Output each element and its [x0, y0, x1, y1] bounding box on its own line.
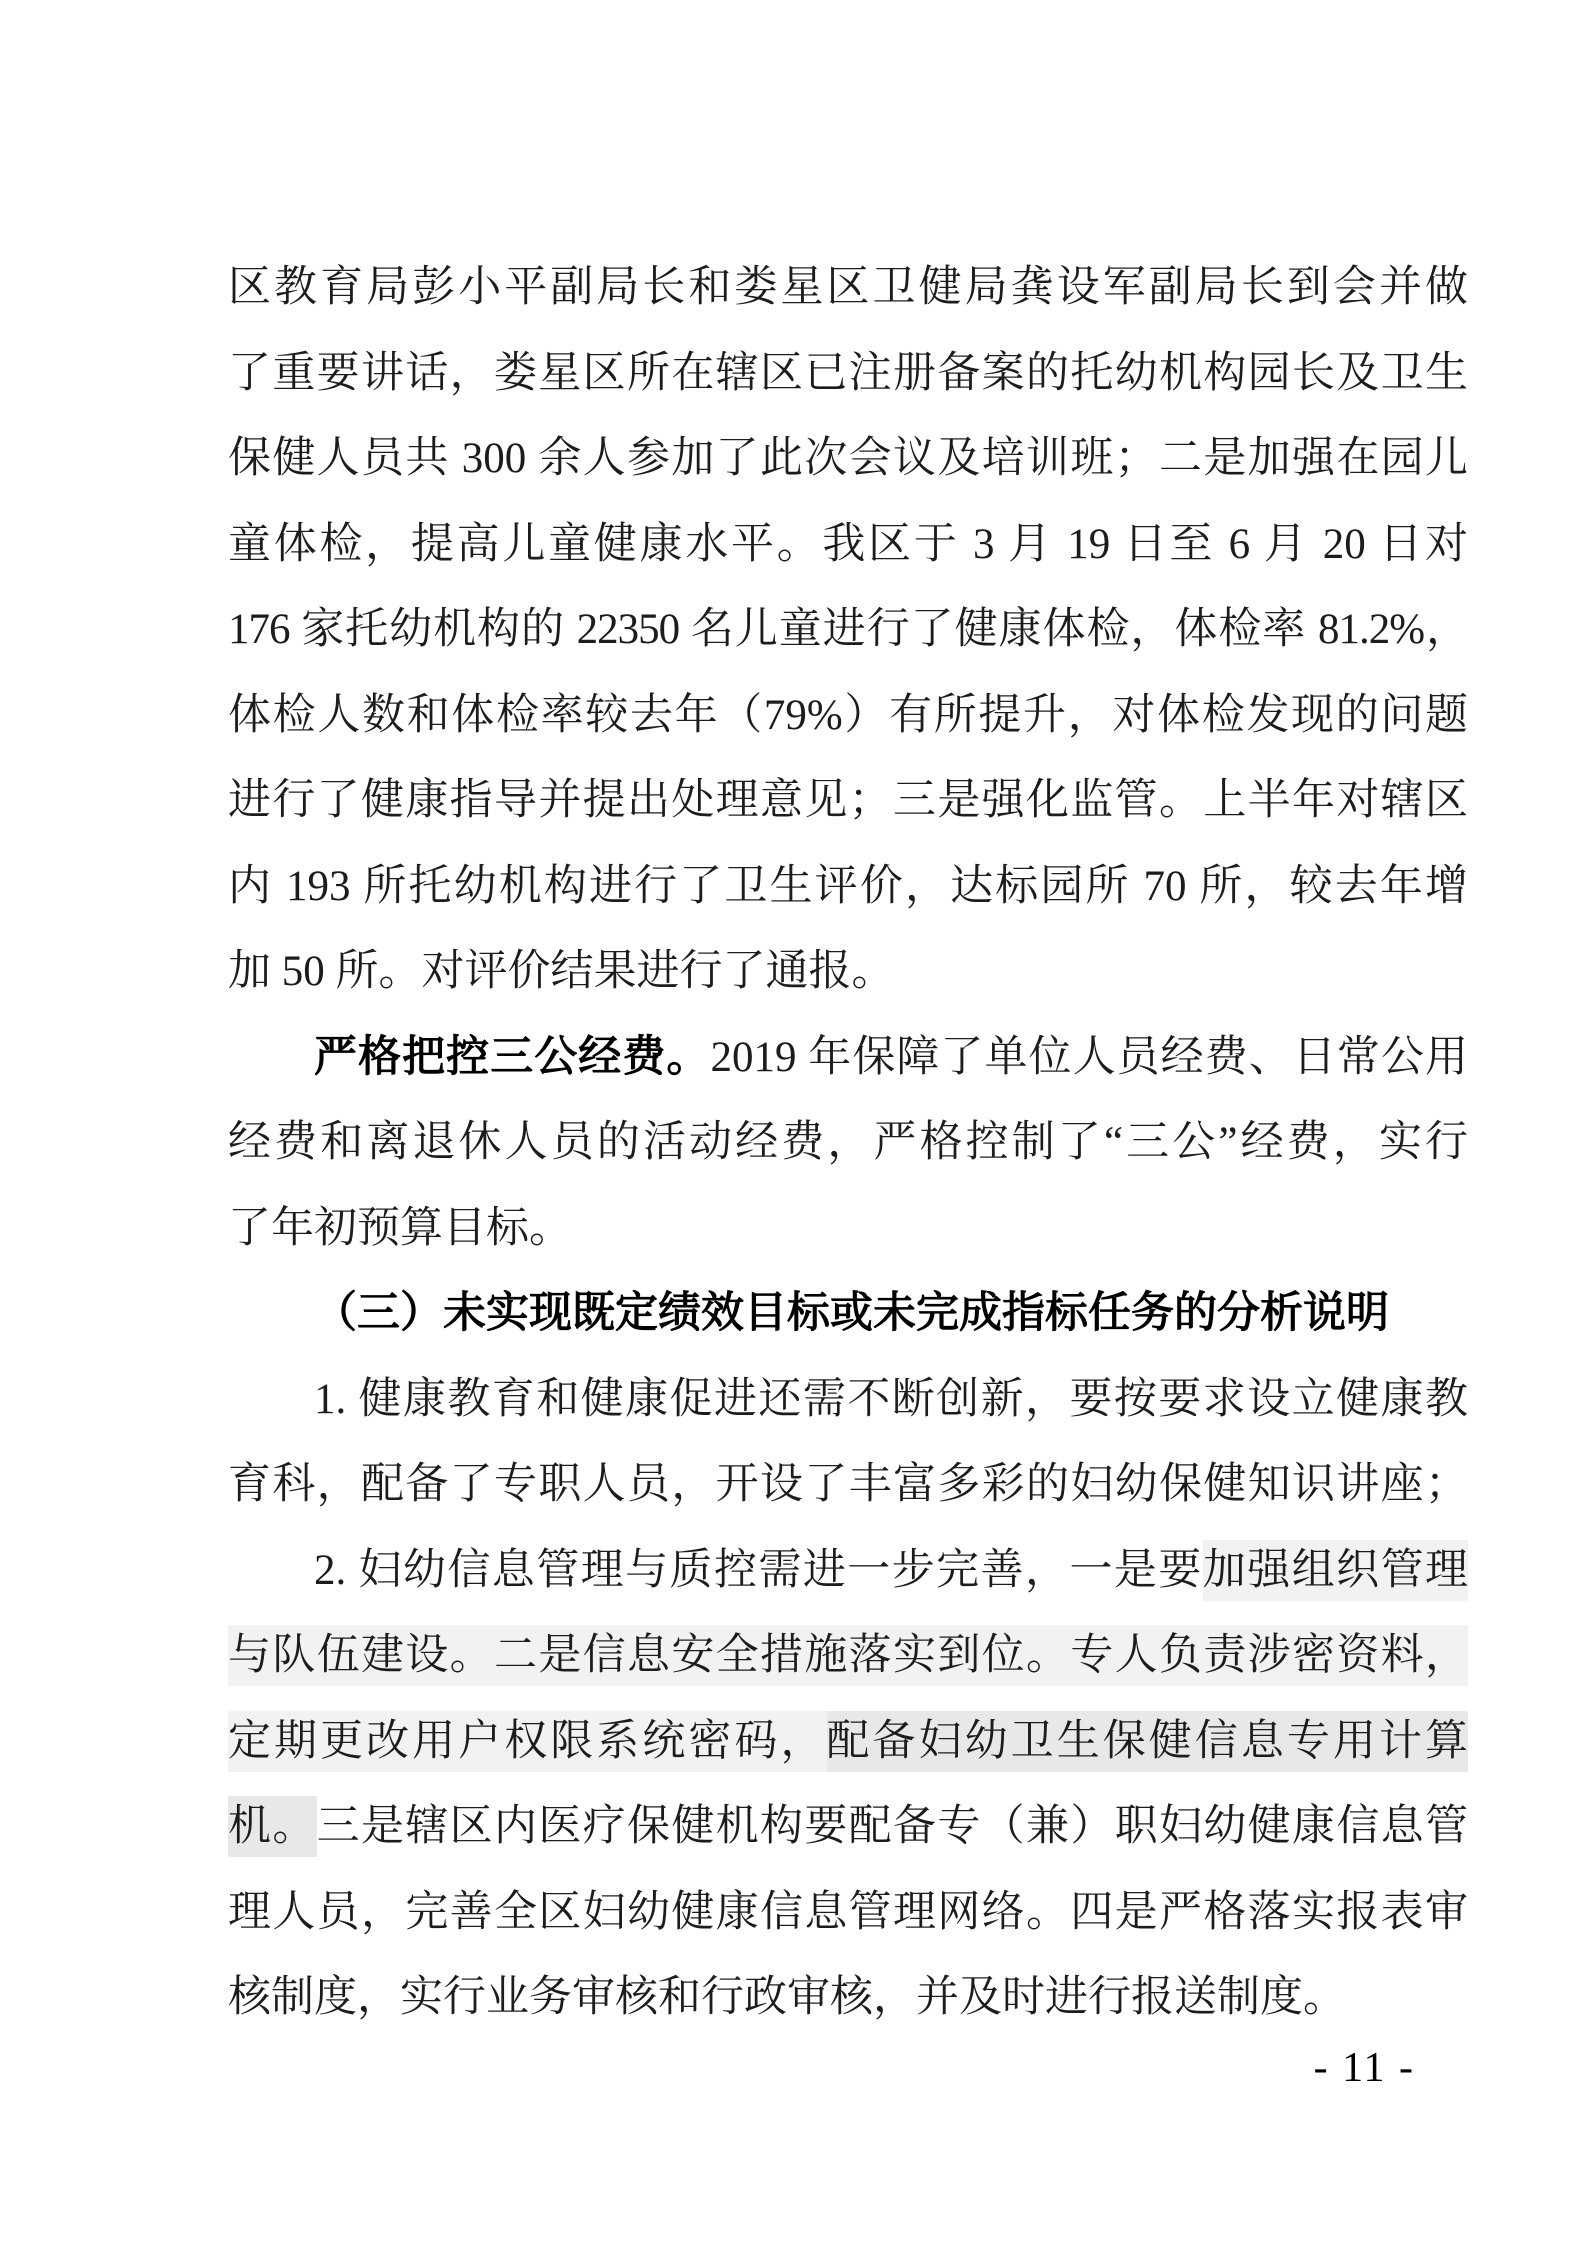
- text-line: 理人员，完善全区妇幼健康信息管理网络。四是严格落实报表审: [228, 1888, 1468, 1936]
- text-line: [228, 1784, 1468, 1870]
- highlighted-text: 加强组织管理: [1203, 1540, 1468, 1601]
- text-line: 区教育局彭小平副局长和娄星区卫健局龚设军副局长到会并做: [228, 264, 1468, 311]
- highlighted-text: 机。: [228, 1796, 317, 1857]
- text-segment: 三是辖区内医疗保健机构要配备专（兼）职妇幼健康信息管: [316, 1803, 1468, 1850]
- text-line: 育科，配备了专职人员，开设了丰富多彩的妇幼保健知识讲座；: [228, 1461, 1468, 1508]
- text-line: 童体检，提高儿童健康水平。我区于 3 月 19 日至 6 月 20 日对: [228, 520, 1468, 568]
- text-line: 保健人员共 300 余人参加了此次会议及培训班；二是加强在园儿: [228, 435, 1468, 482]
- text-segment: 2019 年保障了单位人员经费、日常公用: [710, 1033, 1468, 1081]
- text-line: 进行了健康指导并提出处理意见；三是强化监管。上半年对辖区: [228, 777, 1468, 824]
- text-line: 176 家托幼机构的 22350 名儿童进行了健康体检，体检率 81.2%，: [228, 606, 1468, 653]
- text-line: [228, 1613, 1468, 1699]
- text-line-paragraph-start: [228, 1528, 1468, 1614]
- text-line-paragraph-start: [228, 1015, 1468, 1101]
- text-line: 核制度，实行业务审核和行政审核，并及时进行报送制度。: [228, 1974, 1346, 2021]
- highlighted-text: 配备妇幼卫生保健信息专用计算: [827, 1711, 1469, 1772]
- page-number: - 11 -: [1313, 2045, 1415, 2091]
- text-line: 内 193 所托幼机构进行了卫生评价，达标园所 70 所，较去年增: [228, 862, 1468, 910]
- bold-phrase: 严格把控三公经费。: [314, 1033, 711, 1081]
- highlighted-text: 与队伍建设。二是信息安全措施落实到位。专人负责涉密资料，: [228, 1625, 1468, 1686]
- text-line-paragraph-start: 1. 健康教育和健康促进还需不断创新，要按要求设立健康教: [314, 1375, 1468, 1423]
- section-heading: （三）未实现既定绩效目标或未完成指标任务的分析说明: [314, 1290, 1389, 1337]
- highlighted-text: 定期更改用户权限系统密码，: [228, 1711, 827, 1772]
- document-body: [228, 245, 1468, 2041]
- text-line: 了重要讲话，娄星区所在辖区已注册备案的托幼机构园长及卫生: [228, 349, 1468, 397]
- text-line: 加 50 所。对评价结果进行了通报。: [228, 948, 895, 995]
- text-line: 经费和离退休人员的活动经费，严格控制了“三公”经费，实行: [228, 1119, 1468, 1166]
- text-segment: 2. 妇幼信息管理与质控需进一步完善，一是要: [314, 1546, 1203, 1594]
- text-line: 体检人数和体检率较去年（79%）有所提升，对体检发现的问题: [228, 691, 1468, 739]
- text-line: [228, 1699, 1468, 1785]
- text-line: 了年初预算目标。: [228, 1204, 572, 1252]
